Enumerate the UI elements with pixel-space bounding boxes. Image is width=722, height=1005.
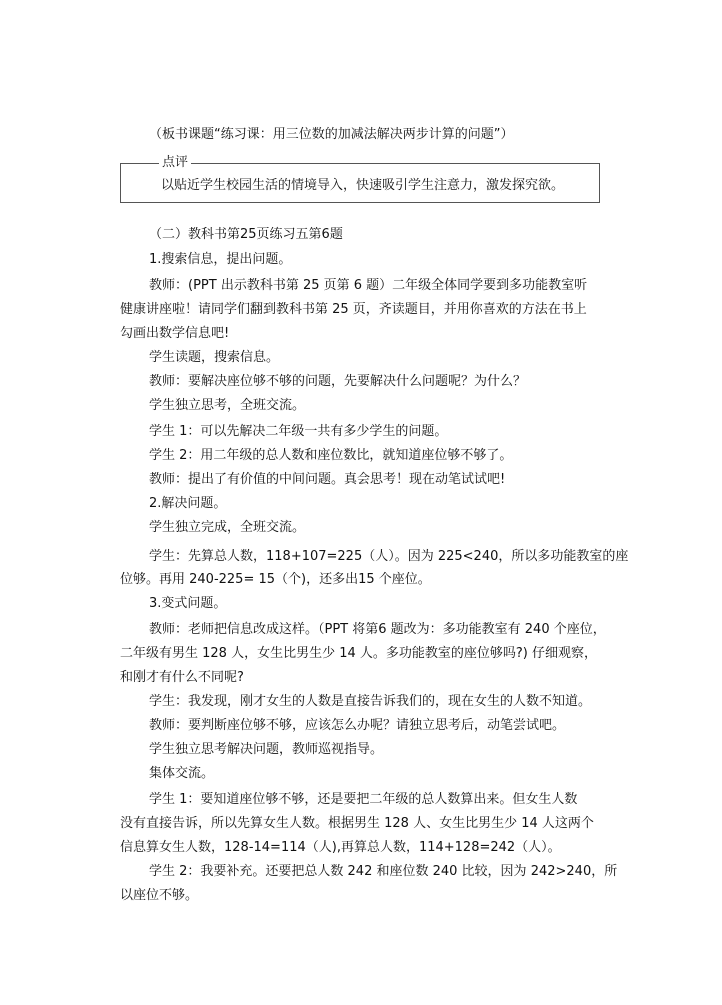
paragraph-line: 学生 1：可以先解决二年级一共有多少学生的问题。 xyxy=(149,424,448,439)
paragraph-line: 二年级有男生 128 人，女生比男生少 14 人。多功能教室的座位够吗?) 仔细观察， xyxy=(120,646,597,661)
paragraph-line: 教师：要解决座位够不够的问题，先要解决什么问题呢？为什么？ xyxy=(149,374,527,389)
paragraph-line: 学生独立完成，全班交流。 xyxy=(149,520,306,535)
paragraph-line: 教师：老师把信息改成这样。（PPT 将第6 题改为：多功能教室有 240 个座位， xyxy=(149,622,606,637)
paragraph-line: 学生：我发现，刚才女生的人数是直接告诉我们的，现在女生的人数不知道。 xyxy=(149,694,592,709)
paragraph-line: 学生 2：我要补充。还要把总人数 242 和座位数 240 比较，因为 242>240，所 xyxy=(149,864,618,879)
paragraph-line: 学生读题，搜索信息。 xyxy=(149,350,280,365)
paragraph-line: 学生 2：用二年级的总人数和座位数比，就知道座位够不够了。 xyxy=(149,448,513,463)
paragraph-line: 教师：提出了有价值的中间问题。真会思考！现在动笔试试吧! xyxy=(149,472,506,487)
board-title: （板书课题“练习课：用三位数的加减法解决两步计算的问题”） xyxy=(149,127,514,142)
step-1-heading: 1.搜索信息，提出问题。 xyxy=(149,252,292,267)
paragraph-line: 和刚才有什么不同呢? xyxy=(120,670,244,685)
section-title: （二）教科书第25页练习五第6题 xyxy=(149,227,343,242)
paragraph-line: 位够。再用 240-225= 15（个)，还多出15 个座位。 xyxy=(120,572,431,587)
paragraph-line: 没有直接告诉，所以先算女生人数。根据男生 128 人、女生比男生少 14 人这两个 xyxy=(120,816,594,831)
comment-title: 点评 xyxy=(159,155,191,171)
paragraph-line: 集体交流。 xyxy=(149,766,215,781)
paragraph-line: 信息算女生人数，128-14=114（人),再算总人数，114+128=242（人）。 xyxy=(120,840,561,855)
paragraph-line: 教师：要判断座位够不够，应该怎么办呢？请独立思考后，动笔尝试吧。 xyxy=(149,718,566,733)
step-3-heading: 3.变式问题。 xyxy=(149,596,227,611)
step-2-heading: 2.解决问题。 xyxy=(149,496,227,511)
paragraph-line: 学生独立思考解决问题，教师巡视指导。 xyxy=(149,742,384,757)
paragraph-line: 学生 1：要知道座位够不够，还是要把二年级的总人数算出来。但女生人数 xyxy=(149,792,578,807)
paragraph-line: 以座位不够。 xyxy=(120,888,199,903)
comment-text: 以贴近学生校园生活的情境导入，快速吸引学生注意力，激发探究欲。 xyxy=(161,178,565,193)
comment-box xyxy=(120,155,600,203)
paragraph-line: 勾画出数学信息吧! xyxy=(120,326,230,341)
paragraph-line: 学生独立思考，全班交流。 xyxy=(149,398,306,413)
paragraph-line: 学生：先算总人数，118+107=225（人）。因为 225<240，所以多功能教室的座 xyxy=(149,549,629,564)
paragraph-line: 健康讲座啦！请同学们翻到教科书第 25 页，齐读题目，并用你喜欢的方法在书上 xyxy=(120,302,587,317)
paragraph-line: 教师：(PPT 出示教科书第 25 页第 6 题）二年级全体同学要到多功能教室听 xyxy=(149,278,588,293)
